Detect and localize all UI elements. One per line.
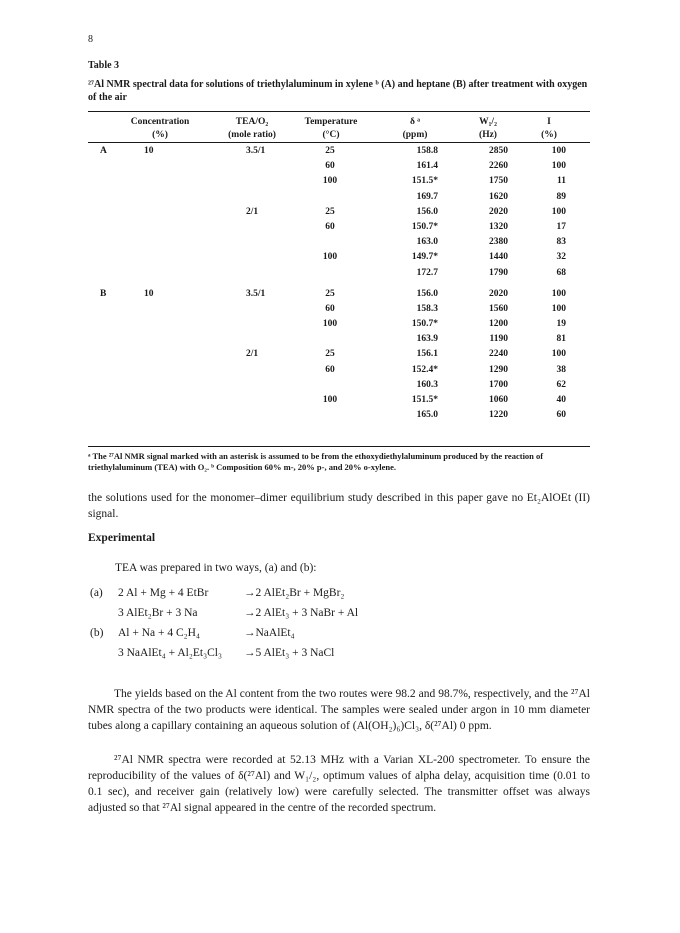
cell-intensity: 89 (556, 191, 566, 202)
cell-intensity: 100 (551, 303, 566, 314)
table-row (88, 252, 590, 267)
page-number: 8 (88, 34, 93, 45)
header-ratio-unit: (mole ratio) (228, 129, 276, 140)
cell-ratio: 2/1 (246, 206, 259, 217)
section-heading-experimental: Experimental (88, 532, 156, 544)
header-delta-unit: (ppm) (402, 129, 428, 140)
cell-group: B (100, 288, 107, 299)
cell-temperature: 25 (325, 288, 335, 299)
table-row (88, 222, 590, 237)
data-table-body (88, 146, 590, 425)
equation-3-label: (b) (90, 627, 104, 639)
cell-delta: 150.7* (411, 319, 438, 330)
cell-delta: 149.7* (411, 252, 438, 263)
cell-temperature: 60 (325, 303, 335, 314)
cell-width: 2850 (489, 146, 508, 156)
cell-delta: 169.7 (416, 191, 438, 202)
equation-3-lhs: Al + Na + 4 C₂H₄ (118, 627, 200, 639)
header-ratio-label: TEA/O₂ (235, 117, 269, 127)
cell-intensity: 60 (556, 410, 566, 421)
cell-delta: 152.4* (411, 364, 438, 375)
table-footnote: ᵃ The ²⁷Al NMR signal marked with an asterisk is assumed to be from the ethoxydiethylaluminum produced by the reaction of triethylaluminum (TEA) with O₂. ᵇ Composition 60% m-, 20% p-, and 20% o-xylene. (88, 451, 544, 473)
header-intensity (514, 116, 584, 142)
cell-ratio: 3.5/1 (246, 288, 266, 299)
cell-temperature: 60 (325, 364, 335, 375)
cell-temperature: 100 (322, 395, 338, 405)
equation-1-rhs: →2 AlEt₂Br + MgBr₂ (244, 587, 345, 599)
table-row (88, 146, 590, 161)
cell-width: 1060 (489, 395, 508, 405)
header-width (453, 116, 523, 142)
table-label: Table 3 (88, 60, 120, 71)
table-row (88, 395, 590, 410)
cell-temperature: 60 (325, 221, 335, 232)
cell-width: 1790 (489, 267, 508, 278)
cell-width: 1700 (489, 379, 508, 390)
cell-delta: 172.7 (416, 267, 438, 278)
table-row (88, 237, 590, 252)
cell-temperature: 100 (322, 176, 338, 187)
cell-intensity: 83 (556, 237, 566, 248)
table-row (88, 176, 590, 191)
cell-intensity: 40 (556, 395, 566, 405)
cell-width: 1320 (489, 221, 508, 232)
cell-ratio: 2/1 (246, 349, 259, 360)
table-caption: ²⁷Al NMR spectral data for solutions of triethylaluminum in xylene ᵇ (A) and heptane (B) after treatment with oxygen of the air (88, 79, 588, 103)
cell-width: 1620 (489, 191, 508, 202)
table-row (88, 268, 590, 283)
cell-width: 1560 (489, 303, 508, 314)
cell-delta: 156.1 (416, 349, 438, 360)
cell-delta: 151.5* (411, 395, 438, 405)
cell-delta: 163.9 (416, 334, 438, 345)
cell-width: 1290 (489, 364, 508, 375)
header-width-unit: (Hz) (479, 129, 497, 140)
header-delta-label: δ ᵃ (409, 117, 421, 127)
table-row (88, 334, 590, 349)
cell-intensity: 100 (551, 349, 566, 360)
cell-temperature: 25 (325, 146, 335, 156)
table-row (88, 304, 590, 319)
table-row (88, 365, 590, 380)
cell-intensity: 62 (556, 379, 566, 390)
equation-4-rhs: →5 AlEt₃ + 3 NaCl (244, 647, 335, 659)
cell-delta: 150.7* (411, 221, 438, 232)
table-row (88, 380, 590, 395)
header-concentration (115, 116, 205, 142)
header-temperature-unit: (°C) (322, 129, 340, 140)
cell-delta: 158.3 (416, 303, 438, 314)
cell-intensity: 32 (556, 252, 566, 263)
table-row (88, 349, 590, 364)
cell-intensity: 100 (551, 288, 566, 299)
cell-temperature: 25 (325, 206, 335, 217)
table-row (88, 161, 590, 176)
cell-width: 2380 (489, 237, 508, 248)
header-intensity-label: I (547, 117, 551, 127)
header-temperature (286, 116, 376, 142)
header-delta (380, 116, 450, 142)
table-head-rule (88, 142, 590, 143)
cell-delta: 156.0 (416, 288, 438, 299)
table-row (88, 410, 590, 425)
yield-paragraph: The yields based on the Al content from the two routes were 98.2 and 98.7%, respectively, and the ²⁷Al NMR spectra of the two products were identical. The samples were sealed under argon in 10 mm diameter tubes along a capillary containing an aqueous solution of (Al(OH₂)₆)Cl₃, δ(²⁷Al) 0 ppm. (88, 688, 590, 733)
header-temperature-label: Temperature (304, 117, 358, 127)
header-intensity-unit: (%) (541, 129, 557, 140)
cell-width: 1440 (489, 252, 508, 263)
header-width-label: W₁/₂ (479, 117, 497, 127)
cell-width: 1190 (489, 334, 508, 345)
cell-concentration: 10 (144, 146, 154, 156)
cell-delta: 151.5* (411, 176, 438, 187)
cell-delta: 158.8 (416, 146, 438, 156)
cell-width: 2240 (489, 349, 508, 360)
equation-2-lhs: 3 AlEt₂Br + 3 Na (118, 607, 198, 619)
cell-intensity: 100 (551, 206, 566, 217)
table-row (88, 207, 590, 222)
equation-1-label: (a) (90, 587, 103, 599)
equation-2-rhs: →2 AlEt₃ + 3 NaBr + Al (244, 607, 359, 619)
header-concentration-unit: (%) (152, 129, 168, 140)
cell-group: A (100, 146, 107, 156)
cell-intensity: 19 (556, 319, 566, 330)
table-row (88, 192, 590, 207)
cell-temperature: 60 (325, 161, 335, 172)
cell-intensity: 100 (551, 161, 566, 172)
tea-preparation-sentence: TEA was prepared in two ways, (a) and (b): (115, 562, 317, 574)
table-row (88, 319, 590, 334)
equation-4-lhs: 3 NaAlEt₄ + Al₂Et₃Cl₃ (118, 647, 222, 659)
cell-delta: 156.0 (416, 206, 438, 217)
table-top-rule (88, 111, 590, 112)
cell-temperature: 25 (325, 349, 335, 360)
cell-delta: 161.4 (416, 161, 438, 172)
intro-paragraph: the solutions used for the monomer–dimer equilibrium study described in this paper gave no Et₂AlOEt (II) signal. (88, 492, 590, 521)
equation-1-lhs: 2 Al + Mg + 4 EtBr (118, 587, 209, 599)
cell-concentration: 10 (144, 288, 154, 299)
cell-intensity: 38 (556, 364, 566, 375)
cell-temperature: 100 (322, 319, 338, 330)
cell-delta: 165.0 (416, 410, 438, 421)
cell-intensity: 100 (551, 146, 566, 156)
cell-intensity: 81 (556, 334, 566, 345)
cell-intensity: 11 (557, 176, 566, 187)
cell-intensity: 68 (556, 267, 566, 278)
cell-width: 2260 (489, 161, 508, 172)
nmr-paragraph: ²⁷Al NMR spectra were recorded at 52.13 MHz with a Varian XL-200 spectrometer. To ensure the reproducibility of the values of δ(²⁷Al) and W₁/₂, optimum values of alpha delay, acquisition time (0.01 to 0.1 sec), and receiver gain (relatively low) were carefully selected. The transmitter offset was always adjusted so that ²⁷Al signal appeared in the centre of the recorded spectrum. (88, 754, 590, 815)
cell-delta: 160.3 (416, 379, 438, 390)
table-row (88, 289, 590, 304)
cell-width: 2020 (489, 206, 508, 217)
table-bottom-rule (88, 446, 590, 447)
cell-width: 1200 (489, 319, 508, 330)
cell-ratio: 3.5/1 (246, 146, 266, 156)
header-ratio (207, 116, 297, 142)
equation-3-rhs: →NaAlEt₄ (244, 627, 295, 639)
cell-temperature: 100 (322, 252, 338, 263)
cell-width: 1220 (489, 410, 508, 421)
header-concentration-label: Concentration (130, 117, 190, 127)
cell-width: 2020 (489, 288, 508, 299)
cell-intensity: 17 (556, 221, 566, 232)
cell-width: 1750 (489, 176, 508, 187)
cell-delta: 163.0 (416, 237, 438, 248)
